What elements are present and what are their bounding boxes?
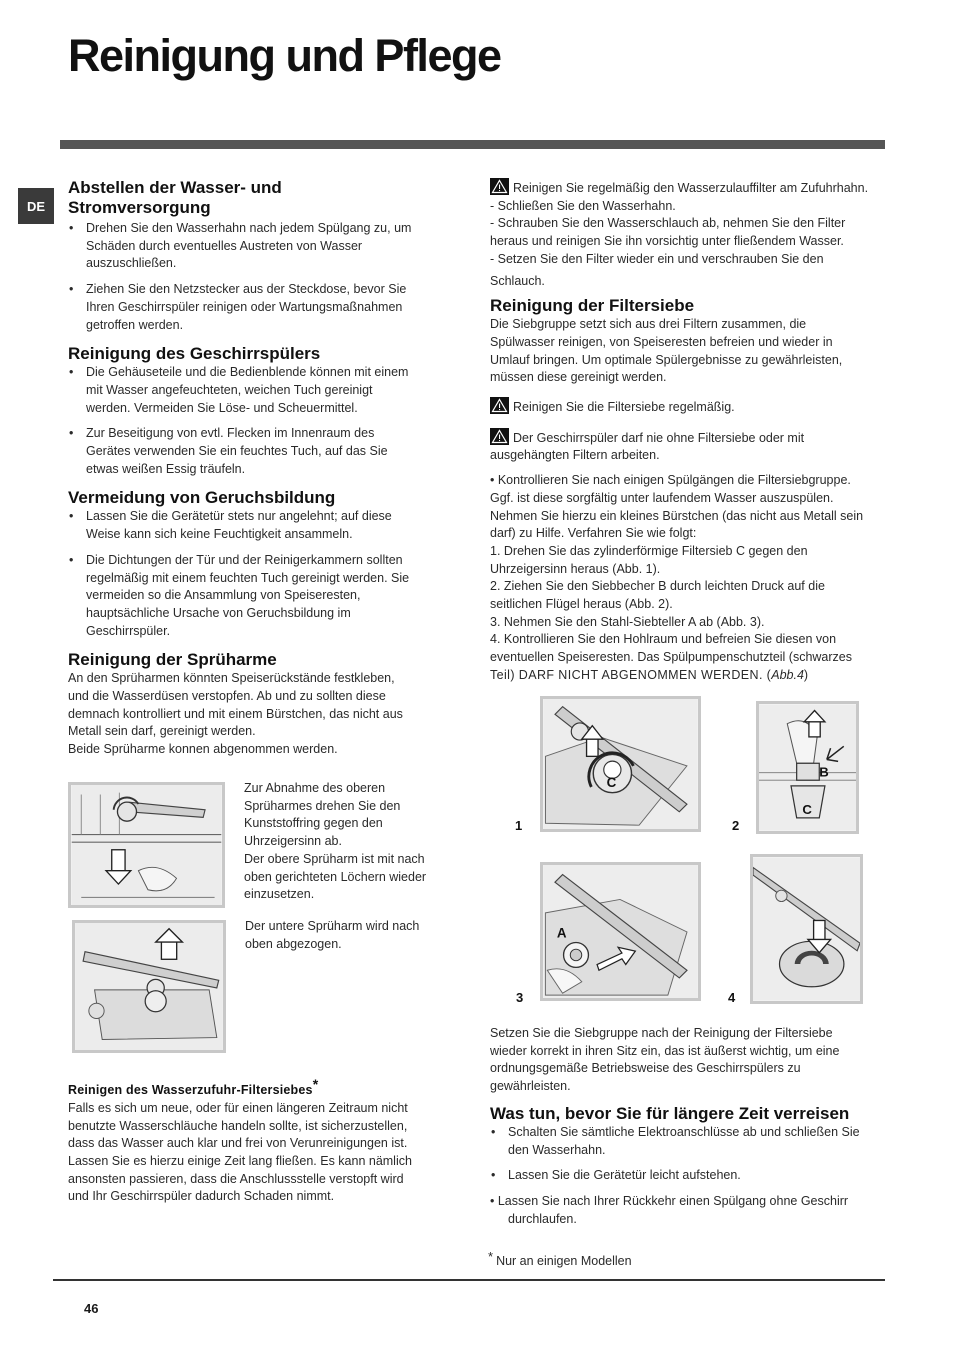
figure-label-1: 1 xyxy=(515,818,523,833)
warning-inlet-filter: Reinigen Sie regelmäßig den Wasserzulauffilter am Zufuhrhahn. - Schließen Sie den Wasserhahn. - Schrauben Sie den Wasserschlauch ab, nehmen Sie den Filter heraus und reinigen Sie ihn vorsichtig unter fließendem Wasser. - Setzen Sie den Filter wieder ein und verschrauben Sie den Schlauch. xyxy=(490,178,895,290)
section-heading-travel: Was tun, bevor Sie für längere Zeit verreisen xyxy=(490,1103,850,1123)
language-tab: DE xyxy=(18,188,54,224)
section-heading-cleaning: Reinigung des Geschirrspülers xyxy=(68,344,321,364)
figure-4 xyxy=(750,854,863,1004)
list-item: • Zur Beseitigung von evtl. Flecken im Innenraum des Gerätes verwenden Sie ein feuchtes Tuch, auf das Sie etwas weißen Essig träufeln. xyxy=(68,425,444,478)
inlet-filter-paragraph: Falls es sich um neue, oder für einen längeren Zeitraum nicht benutzte Wasserschläuche handeln sollte, ist sicherzustellen, dass das Wasser auch klar und frei von Verunreinigungen ist. Lassen Sie es hierzu einige Zeit lang fließen. Es kann nämlich ansonsten passieren, dass die Anschlussstelle verstopft wird und Ihr Geschirrspüler dadurch Schaden nimmt. xyxy=(68,1100,412,1204)
list-item: • Lassen Sie die Gerätetür stets nur angelehnt; auf diese Weise kann sich keine Feuchtigkeit ansammeln. xyxy=(68,508,444,543)
warning-triangle-icon xyxy=(490,428,509,445)
figure-1 xyxy=(540,696,701,832)
page-number: 46 xyxy=(84,1301,99,1316)
figure-2 xyxy=(756,701,859,834)
upper-spray-arm-illustration xyxy=(71,785,222,905)
section-heading-inlet-filter: Reinigen des Wasserzufuhr-Filtersiebes* xyxy=(68,1076,319,1098)
spray-arms-paragraph: An den Sprüharmen könnten Speiserückstände festkleben, und die Wasserdüsen verstopfen. Ab und zu sollten diese demnach kontrolliert und mit einem Bürstchen, das nicht aus Metall sein darf, gereinigt werden. Beide Sprüharme konnen abgenommen werden. xyxy=(68,671,403,757)
filter-letter-c: C xyxy=(802,802,812,818)
filter-letter-c: C xyxy=(606,774,617,790)
footnote: * Nur an einigen Modellen xyxy=(488,1249,632,1268)
caption-lower-spray-arm: Der untere Sprüharm wird nach oben abgezogen. xyxy=(245,919,420,951)
list-item: • Die Dichtungen der Tür und der Reinigerkammern sollten regelmäßig mit einem feuchten Tuch gereinigt werden. Sie vermeiden so die Ansammlung von Speiseresten, hauptsächliche Ursache von Geruchsbildung im Geschirrspüler. xyxy=(68,552,444,641)
figure-label-2: 2 xyxy=(732,818,740,833)
warning-triangle-icon xyxy=(490,178,509,195)
warning-no-filters: Der Geschirrspüler darf nie ohne Filtersiebe oder mit ausgehängten Filtern arbeiten. xyxy=(490,428,895,465)
left-column xyxy=(68,178,444,759)
inlet-filter-section xyxy=(68,1076,444,1206)
warning-clean-filters: Reinigen Sie die Filtersiebe regelmäßig. xyxy=(490,397,895,417)
section-heading-odour: Vermeidung von Geruchsbildung xyxy=(68,488,336,508)
right-column xyxy=(490,178,895,685)
section-heading-spray-arms: Reinigung der Sprüharme xyxy=(68,650,277,670)
list-item: • Drehen Sie den Wasserhahn nach jedem Spülgang zu, um Schäden durch eventuelles Austreten von Wasser auszuschließen. xyxy=(68,220,444,273)
filter-letter-a: A xyxy=(556,925,567,941)
filters-paragraph: Die Siebgruppe setzt sich aus drei Filtern zusammen, die Spülwasser reinigen, von Speiseresten befreien und wieder in Umlauf bringen. Um optimale Spülergebnisse zu gewährleisten, müssen diese gereinigt werden. xyxy=(490,317,843,385)
page-title: Reinigung und Pflege xyxy=(68,30,501,81)
warning-triangle-icon xyxy=(490,397,509,414)
pump-cavity-illustration xyxy=(753,857,860,1001)
reinsert-paragraph xyxy=(490,1025,895,1228)
list-item: • Schalten Sie sämtliche Elektroanschlüsse ab und schließen Sie den Wasserhahn. xyxy=(490,1124,895,1159)
filter-letter-b: B xyxy=(819,764,829,780)
filter-cylinder-illustration xyxy=(543,699,698,829)
list-item: • Die Gehäuseteile und die Bedienblende können mit einem mit Wasser angefeuchteten, weichen Tuch gereinigt werden. Vermeiden Sie Löse- und Scheuermittel. xyxy=(68,364,444,417)
top-rule xyxy=(60,140,885,149)
lower-spray-arm-illustration xyxy=(75,923,223,1050)
section-heading-filters: Reinigung der Filtersiebe xyxy=(490,296,695,316)
figure-upper-spray-arm xyxy=(68,782,225,908)
filter-steps: • Kontrollieren Sie nach einigen Spülgängen die Filtersiebgruppe. Ggf. ist diese sorgfältig unter laufendem Wasser auszuspülen. Nehmen Sie hierzu ein kleines Bürstchen (das nicht aus Metall sein darf) zu Hilfe. Verfahren Sie wie folgt: 1. Drehen Sie das zylinderförmige Filtersieb C gegen den Uhrzeigersinn heraus (Abb. 1). 2. Ziehen Sie den Siebbecher B durch leichten Druck auf die seitlichen Flügel heraus (Abb. 2). 3. Nehmen Sie den Stahl-Siebteller A ab (Abb. 3). 4. Kontrollieren Sie den Hohlraum und befreien Sie diesen von eventuellen Speiseresten. Das Spülpumpenschutzteil (schwarzes Teil) DARF NICHT ABGENOMMEN WERDEN. (Abb.4) xyxy=(490,473,864,682)
list-item: • Ziehen Sie den Netzstecker aus der Steckdose, bevor Sie Ihren Geschirrspüler reinigen oder Wartungsmaßnahmen getroffen werden. xyxy=(68,281,444,334)
figure-label-4: 4 xyxy=(728,990,736,1005)
filter-cup-illustration xyxy=(759,704,856,831)
figure-lower-spray-arm xyxy=(72,920,226,1053)
bottom-rule xyxy=(53,1279,885,1281)
caption-upper-spray-arm: Zur Abnahme des oberen Sprüharmes drehen Sie den Kunststoffring gegen den Uhrzeigersinn ab. Der obere Sprüharm ist mit nach oben gerichteten Löchern wieder einzusetzen. xyxy=(244,781,427,902)
steel-plate-illustration xyxy=(543,865,698,998)
figure-label-3: 3 xyxy=(516,990,524,1005)
section-heading-supply: Abstellen der Wasser- und Stromversorgung xyxy=(68,178,282,217)
list-item: • Lassen Sie die Gerätetür leicht aufstehen. xyxy=(490,1167,895,1185)
figure-3 xyxy=(540,862,701,1001)
reinsert-text: Setzen Sie die Siebgruppe nach der Reinigung der Filtersiebe wieder korrekt in ihren Sitz ein, das ist äußerst wichtig, um eine ordnungsgemäße Betriebsweise des Geschirrspülers zu gewährleisten. xyxy=(490,1026,840,1094)
list-item: • Lassen Sie nach Ihrer Rückkehr einen Spülgang ohne Geschirr durchlaufen. xyxy=(490,1193,849,1226)
